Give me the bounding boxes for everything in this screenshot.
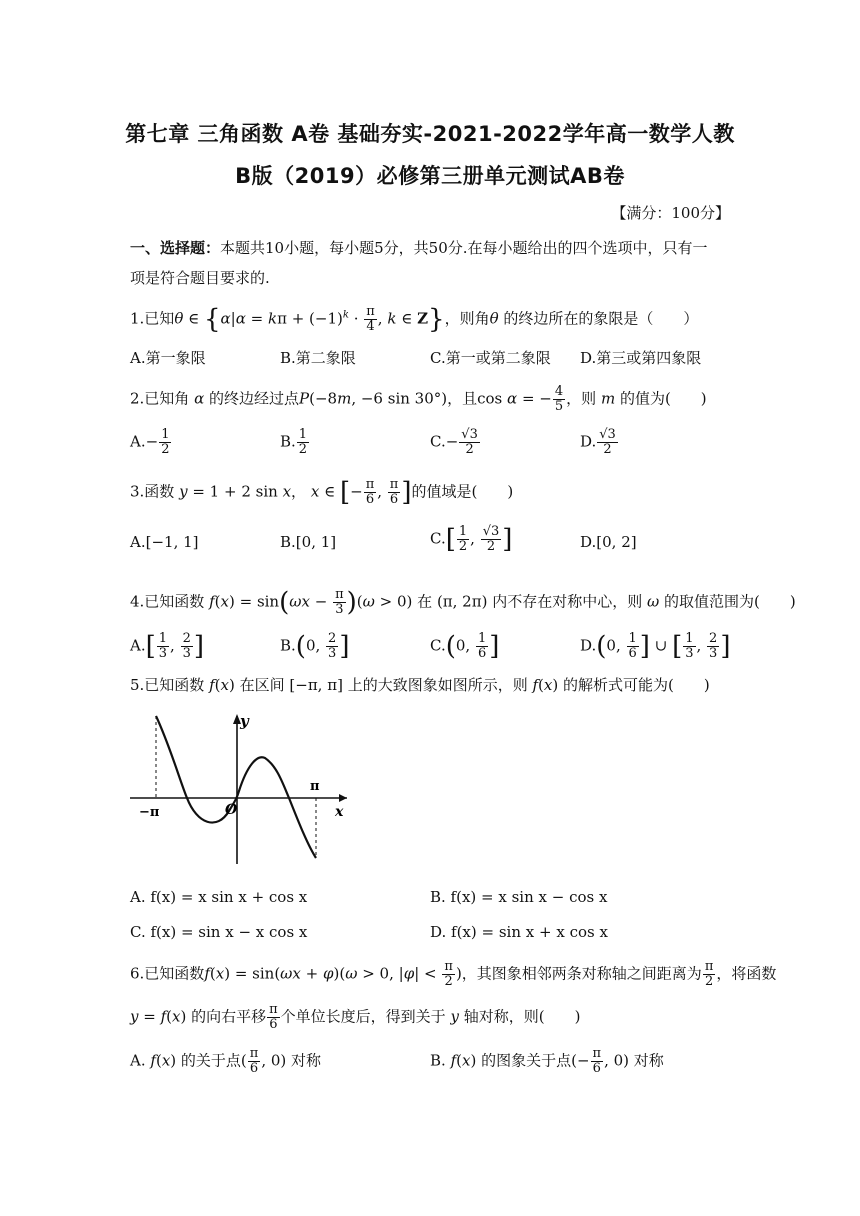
q2-stem-b: 的终边经过点 xyxy=(209,389,300,408)
document-title-line2: B版（2019）必修第三册单元测试AB卷 xyxy=(235,164,625,188)
q4-label-d: D. xyxy=(580,636,597,655)
function-graph xyxy=(125,706,355,866)
q3-label-b: B. xyxy=(280,533,296,551)
q3-option-d: D.[0, 2] xyxy=(580,533,637,551)
q1-stem-a: 1.已知 xyxy=(130,309,175,328)
question-3-stem: 3.函数 y = 1 + 2 sin x， x ∈ [− $\frac{\pi}{6}$ , $\frac{\pi}{6}$ ]的值域是( ) xyxy=(130,477,514,508)
q4-option-c: C.(0, $\frac{1}{6}$ ] xyxy=(430,631,500,662)
q4-option-a: A.[ $\frac{1}{3}$ , $\frac{2}{3}$ ] xyxy=(130,631,205,662)
q2-stem-a: 2.已知角 xyxy=(130,389,190,408)
q2-label-d: D. xyxy=(580,432,597,451)
q4-stem-a: 4.已知函数 xyxy=(130,592,205,611)
pi-label: π xyxy=(310,779,320,794)
q6-stem-f: 轴对称，则( ) xyxy=(463,1007,581,1026)
function-curve xyxy=(156,716,316,858)
q6-stem-e: 个单位长度后，得到关于 xyxy=(280,1007,446,1026)
section1-intro-line1 xyxy=(130,238,708,258)
q1-option-c: C.第一或第二象限 xyxy=(430,349,551,367)
q6-stem-d: 的向右平移 xyxy=(191,1007,267,1026)
q1-option-b: B.第二象限 xyxy=(280,349,356,367)
q3-stem-b: ， xyxy=(291,482,307,501)
q1-stem-b: ，则角 xyxy=(444,309,490,328)
q5-option-d: D. f(x) = sin x + x cos x xyxy=(430,923,608,941)
q5-stem-a: 5.已知函数 xyxy=(130,676,205,694)
q2-stem-c: ，且 xyxy=(447,389,478,408)
q6-option-b-tail: 对称 xyxy=(633,1051,664,1070)
neg-pi-label: −π xyxy=(139,805,160,820)
q1-stem-c: 的终边所在的象限是（ ） xyxy=(503,309,699,328)
q6-option-b-text: 的图象关于点 xyxy=(481,1051,572,1070)
q4-stem-b: 在 xyxy=(417,592,433,611)
q3-label-a: A. xyxy=(130,533,146,551)
question-5-stem: 5.已知函数 f(x) 在区间 [−π, π] 上的大致图象如图所示，则 f(x) 的解析式可能为( ) xyxy=(130,676,710,694)
y-axis-label: y xyxy=(240,712,249,730)
q2-label-b: B. xyxy=(280,432,296,451)
q3-option-a: A.[−1, 1] xyxy=(130,533,199,551)
q5-stem-b: 在区间 xyxy=(239,676,285,694)
q1-option-d: D.第三或第四象限 xyxy=(580,349,702,367)
q2-label-c: C. xyxy=(430,432,446,451)
question-1-stem: 1.已知θ ∈ {$\alpha|\alpha = k\pi + (-1)^k$ · $\frac{\pi}{4}$ , k ∈ Z}，则角θ 的终边所在的象限是（ ） xyxy=(130,304,699,335)
q6-stem-b: ，其图象相邻两条对称轴之间距离为 xyxy=(461,964,702,983)
q3-option-c: C.[ $\frac{1}{2}$ , $\frac{√3}{2}$ ] xyxy=(430,524,513,555)
q4-stem-d: 的取值范围为( ) xyxy=(664,592,796,611)
q2-option-c: C.− $\frac{√3}{2}$ xyxy=(430,427,478,457)
q4-label-b: B. xyxy=(280,636,296,655)
q3-option-b: B.[0, 1] xyxy=(280,533,337,551)
question-2-stem: 2.已知角 α 的终边经过点P(−8m, −6 sin 30°)，且cos α = − $\frac{4}{5}$ ，则 m 的值为( ) xyxy=(130,384,707,414)
q3-label-d: D. xyxy=(580,533,597,551)
q4-stem-c: 内不存在对称中心，则 xyxy=(492,592,643,611)
q3-label-c: C. xyxy=(430,529,446,548)
q2-stem-d: ，则 xyxy=(566,389,597,408)
q6-label-b: B. xyxy=(430,1051,446,1070)
q6-option-a-tail: 对称 xyxy=(291,1051,322,1070)
q4-label-a: A. xyxy=(130,636,146,655)
q2-option-d: D. $\frac{√3}{2}$ xyxy=(580,427,616,457)
section1-heading: 一、选择题： xyxy=(130,239,221,257)
x-axis-label: x xyxy=(335,804,344,820)
q3-stem-c: 的值域是( ) xyxy=(411,482,514,501)
q4-option-d: D.(0, $\frac{1}{6}$ ] ∪ [ $\frac{1}{3}$ , $\frac{2}{3}$ ] xyxy=(580,631,731,662)
full-score: 【满分：100分】 xyxy=(611,204,730,222)
question-4-stem: 4.已知函数 f(x) = sin(ωx − $\frac{\pi}{3}$ )(ω > 0) 在 (π, 2π) 内不存在对称中心，则 ω 的取值范围为( ) xyxy=(130,587,796,618)
q1-option-a: A.第一象限 xyxy=(130,349,206,367)
x-axis-arrow xyxy=(339,794,347,802)
q4-label-c: C. xyxy=(430,636,446,655)
q2-option-b: B. $\frac{1}{2}$ xyxy=(280,427,308,457)
q2-stem-e: 的值为( ) xyxy=(619,389,707,408)
question-6-stem-line2: y = f(x) 的向右平移 $\frac{\pi}{6}$ 个单位长度后，得到关于 y 轴对称，则( ) xyxy=(130,1002,581,1032)
section1-text1: 本题共10小题，每小题5分，共50分.在每小题给出的四个选项中，只有一 xyxy=(220,239,708,257)
document-title-line1: 第七章 三角函数 A卷 基础夯实-2021-2022学年高一数学人教 xyxy=(125,122,735,146)
q6-stem-c: ，将函数 xyxy=(716,964,777,983)
q4-option-b: B.(0, $\frac{2}{3}$ ] xyxy=(280,631,350,662)
q6-label-a: A. xyxy=(130,1051,146,1070)
q6-option-a-text: 的关于点 xyxy=(180,1051,241,1070)
q6-option-b: B. f(x) 的图象关于点(− $\frac{\pi}{6}$ , 0) 对称 xyxy=(430,1046,664,1076)
question-6-stem-line1: 6.已知函数f(x) = sin(ωx + φ)(ω > 0, |φ| < $\frac{\pi}{2}$ )，其图象相邻两条对称轴之间距离为 $\frac{\pi}{2}$ ，将函数 xyxy=(130,959,777,989)
q5-stem-c: 上的大致图象如图所示，则 xyxy=(347,676,528,694)
q3-stem-a: 3.函数 xyxy=(130,482,175,501)
origin-label: O xyxy=(225,802,238,818)
q2-label-a: A. xyxy=(130,432,146,451)
q6-option-a: A. f(x) 的关于点( $\frac{\pi}{6}$ , 0) 对称 xyxy=(130,1046,322,1076)
q5-option-a: A. f(x) = x sin x + cos x xyxy=(130,888,308,906)
q5-option-b: B. f(x) = x sin x − cos x xyxy=(430,888,608,906)
q2-option-a: A.− $\frac{1}{2}$ xyxy=(130,427,170,457)
q5-stem-d: 的解析式可能为( ) xyxy=(563,676,710,694)
section1-intro-line2: 项是符合题目要求的. xyxy=(130,269,270,287)
q5-option-c: C. f(x) = sin x − x cos x xyxy=(130,923,308,941)
q6-stem-a: 6.已知函数 xyxy=(130,964,205,983)
